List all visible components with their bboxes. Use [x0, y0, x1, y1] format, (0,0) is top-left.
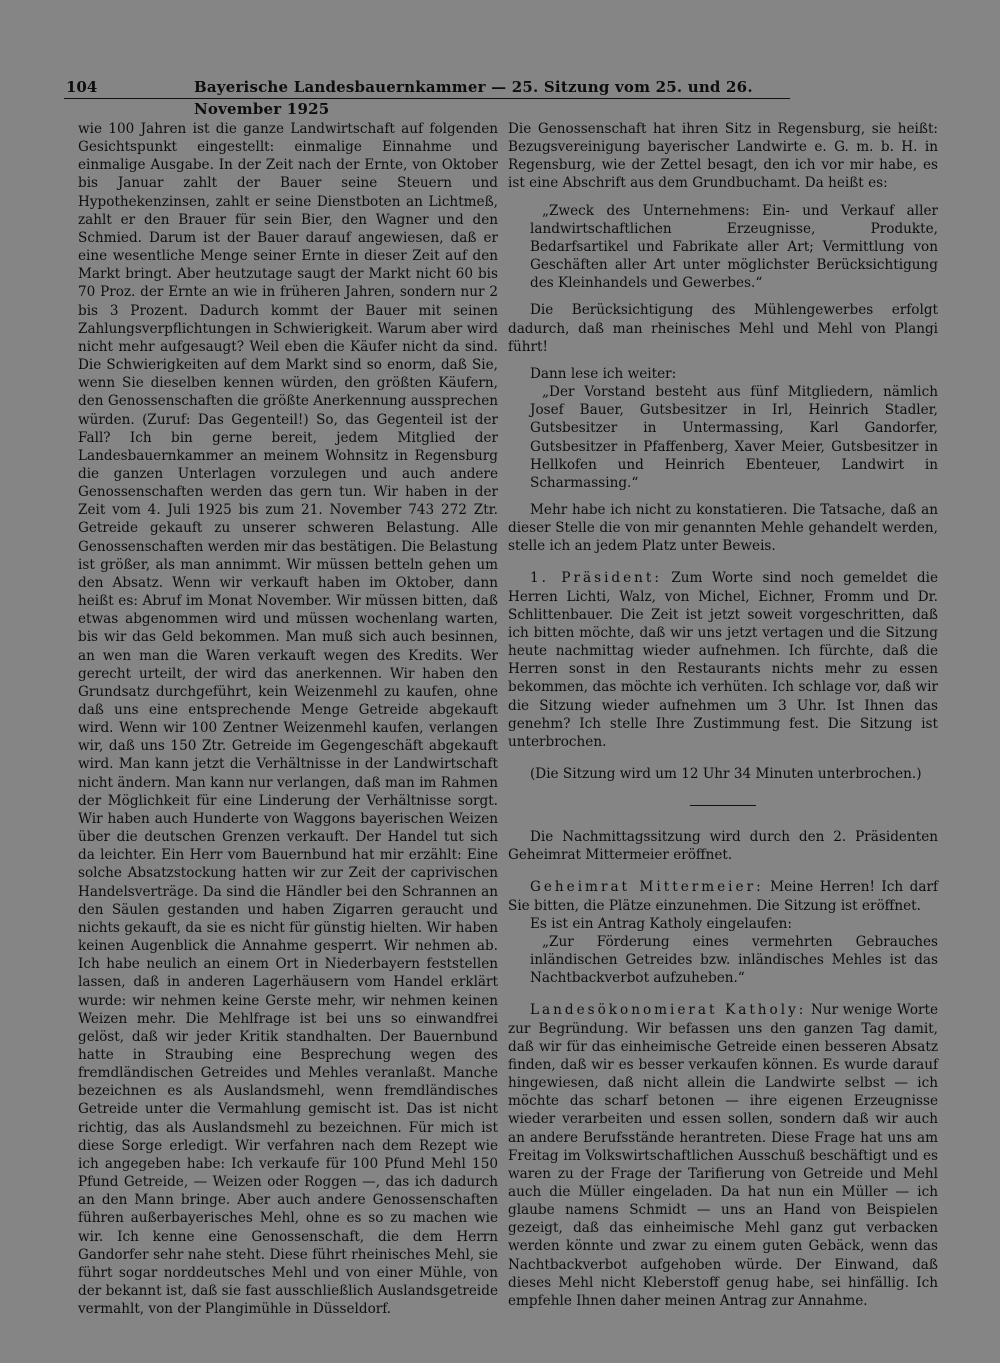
- paragraph-muehlengewerbe: Die Berücksichtigung des Mühlengewerbes erfolgt dadurch, daß man rheinisches Mehl und Mehl von Plangi führt!: [508, 302, 938, 355]
- section-divider: [690, 805, 756, 806]
- paragraph-lese-weiter: Dann lese ich weiter:: [530, 365, 677, 382]
- left-column: [78, 120, 498, 1318]
- speaker-mittermeier: Geheimrat Mittermeier:: [530, 879, 764, 896]
- speech-katholy-text: Nur wenige Worte zur Begründung. Wir befassen uns den ganzen Tag damit, daß wir für das einheimische Getreide einen besseren Absatz finden, daß wir es besser verkaufen können. Es wurde darauf hingewiesen, daß nicht allein die Landwirte selbst — ich möchte das scharf betonen — ihre eigenen Erzeugnisse wieder verarbeiten und essen sollen, sondern daß wir auch an andere Berufsstände herantreten. Diese Frage hat uns am Freitag im Volkswirtschaftlichen Ausschuß beschäftigt und es waren zu der Frage der Tarifierung von Getreide und Mehl auch die Müller eingeladen. Da hat nun ein Müller — ich glaube namens Schmidt — uns an Hand von Beispielen gezeigt, daß das einheimische Mehl ganz gut verbacken werden könnte und zwar zu einem guten Gebäck, wenn das Nachtbackverbot aufgehoben würde. Der Einwand, daß dieses Mehl nicht Kleberstoff genug habe, sei hinfällig. Ich empfehle Ihnen daher meinen Antrag zur Annahme.: [508, 1002, 939, 1309]
- page-header: [64, 76, 790, 118]
- running-title: Bayerische Landesbauernkammer — 25. Sitzung vom 25. und 26. November 1925: [194, 78, 753, 118]
- paragraph-genossenschaft: Die Genossenschaft hat ihren Sitz in Regensburg, sie heißt: Bezugsvereinigung bayerischer Landwirte e. G. m. b. H. in Regensburg, wie der Zettel besagt, den ich vor mir habe, es ist eine Abschrift aus dem Grundbuchamt. Da heißt es:: [508, 121, 938, 192]
- speech-mittermeier: [508, 878, 938, 914]
- quote-vorstand: „Der Vorstand besteht aus fünf Mitgliedern, nämlich Josef Bauer, Gutsbesitzer in Irl, Heinrich Stadler, Gutsbesitzer in Untermassing, Karl Gandorfer, Gutsbesitzer in Pfaffenberg, Xaver Meier, Gutsbesitzer in Hellkofen und Heinrich Ebenteuer, Landwirt in Scharmassing.“: [530, 384, 938, 491]
- paragraph-konstatieren: Mehr habe ich nicht zu konstatieren. Die Tatsache, daß an dieser Stelle die von mir genannten Mehle gehandelt werden, stelle ich an jedem Platz unter Beweis.: [508, 501, 938, 555]
- speaker-katholy: Landesökonomierat Katholy:: [530, 1002, 807, 1019]
- speech-mittermeier-text: Meine Herren! Ich darf Sie bitten, die Plätze einzunehmen. Die Sitzung ist eröffnet.: [508, 879, 938, 914]
- paragraph-antrag-eingelaufen: Es ist ein Antrag Katholy eingelaufen:: [530, 915, 792, 932]
- note-sitzung-unterbrochen: (Die Sitzung wird um 12 Uhr 34 Minuten unterbrochen.): [530, 766, 922, 782]
- left-column-text: wie 100 Jahren ist die ganze Landwirtschaft auf folgenden Gesichtspunkt eingestellt: einmalige Einnahme und einmalige Ausgabe. In der Zeit nach der Ernte, von Oktober bis Januar zahlt der Bauer seine Steuern und Hypothekenzinsen, zahlt er seine Dienstboten an Lichtmeß, zahlt er den Brauer für sein Bier, den Wagner und den Schmied. Darum ist der Bauer darauf angewiesen, daß er eine wesentliche Menge seiner Ernte in dieser Zeit auf den Markt bringt. Aber heutzutage saugt der Markt nicht 60 bis 70 Proz. der Ernte an wie in früheren Jahren, sondern nur 2 bis 3 Prozent. Dadurch kommt der Bauer mit seinen Zahlungsverpflichtungen in Schwierigkeit. Warum aber wird nicht mehr aufgesaugt? Weil eben die Käufer nicht da sind. Die Schwierigkeiten auf dem Markt sind so enorm, daß Sie, wenn Sie dieselben kennen würden, den größten Käufern, den Genossenschaften die größte Anerkennung aussprechen würden. (Zuruf: Das Gegenteil!) So, das Gegenteil ist der Fall? Ich bin gerne bereit, jedem Mitglied der Landesbauernkammer an meinem Wohnsitz in Regensburg die ganzen Unterlagen vorzulegen und auch andere Genossenschaften werden das gern tun. Wir haben in der Zeit vom 4. Juli 1925 bis zum 21. November 743 272 Ztr. Getreide gekauft zu unserer schweren Belastung. Alle Genossenschaften werden mir das bestätigen. Die Belastung ist größer, als man annimmt. Wir müssen betteln gehen um den Absatz. Wenn wir verkauft haben im Oktober, dann heißt es: Abruf im Monat November. Wir müssen bitten, daß etwas abgenommen wird und müssen wochenlang warten, bis wir das Geld bekommen. Man muß sich auch besinnen, an wen man die Waren verkauft wegen des Kredits. Wer gerecht urteilt, der wird das anerkennen. Wir haben den Grundsatz durchgeführt, kein Weizenmehl zu kaufen, ohne daß uns eine entsprechende Menge Getreide abgekauft wird. Wenn wir 100 Zentner Weizenmehl kaufen, verlangen wir, daß uns 150 Ztr. Getreide im Gegengeschäft abgekauft wird. Man kann jetzt die Verhältnisse in der Landwirtschaft nicht ändern. Man kann nur verlangen, daß man im Rahmen der Möglichkeit für eine Linderung der Verhältnisse sorgt. Wir haben auch Hunderte von Waggons bayerischen Weizen über die deutschen Grenzen verkauft. Der Handel tut sich da leichter. Ein Herr vom Bauernbund hat mir erzählt: Eine solche Absatzstockung hatten wir zur Zeit der caprivischen Handelsverträge. Da sind die Händler bei den Schrannen an den Säulen gestanden und haben Zigarren geraucht und nichts gekauft, da sie es nicht für günstig hielten. Wir haben keinen Augenblick die Annahme gesperrt. Wir nehmen ab. Ich habe neulich an einem Ort in Niederbayern feststellen lassen, daß in anderen Lagerhäusern vom Handel erklärt wurde: wir nehmen keine Gerste mehr, wir nehmen keinen Weizen mehr. Die Mehlfrage ist bei uns so einwandfrei gelöst, daß wir jeder Kritik standhalten. Der Bauernbund hatte in Straubing eine Besprechung wegen des fremdländischen Getreides und Mehles veranlaßt. Manche bezeichnen es als Auslandsmehl, wenn fremdländisches Getreide unter die Vermahlung gemischt ist. Das ist nicht richtig, das als Auslandsmehl zu bezeichnen. Für mich ist diese Sorge erledigt. Wir verfahren nach dem Rezept wie ich angegeben habe: Ich verkaufe für 100 Pfund Mehl 150 Pfund Getreide, — Weizen oder Roggen —, das ich dadurch an den Mann bringe. Aber auch andere Genossenschaften führen außerbayerisches Mehl, ohne es so zu machen wie wir. Ich kenne eine Genossenschaft, die dem Herrn Gandorfer sehr nahe steht. Diese führt rheinisches Mehl, sie führt sogar norddeutsches Mehl und von einer Mühle, von der bekannt ist, daß sie fast ausschließlich Auslandsgetreide vermahlt, von der Plangimühle in Düsseldorf.: [78, 121, 498, 1318]
- quote-unternehmenszweck: „Zweck des Unternehmens: Ein- und Verkauf aller landwirtschaftlichen Erzeugnisse, Produkte, Bedarfsartikel und Fabrikate aller Art; Vermittlung von Geschäften aller Art unter möglichster Berücksichtigung des Kleinhandels und Gewerbes.“: [530, 202, 938, 292]
- speech-praesident-text: Zum Worte sind noch gemeldet die Herren Lichti, Walz, von Michel, Eichner, Fromm und Dr. Schlittenbauer. Die Zeit ist jetzt soweit vorgeschritten, daß ich bitten möchte, daß wir uns jetzt vertagen und die Sitzung heute nachmittag wieder aufnehmen. Ich fürchte, daß die Herren sonst in den Restaurants nichts mehr zu essen bekommen, das möchte ich verhüten. Ich schlage vor, daß wir die Sitzung wieder aufnehmen um 3 Uhr. Ist Ihnen das genehm? Ich stelle Ihre Zustimmung fest. Die Sitzung ist unterbrochen.: [508, 570, 938, 750]
- speech-katholy: [508, 1001, 938, 1310]
- paragraph-nachmittagssitzung: Die Nachmittagssitzung wird durch den 2. Präsidenten Geheimrat Mittermeier eröffnet.: [508, 829, 938, 864]
- right-column: [508, 120, 938, 1310]
- quote-antrag-katholy: „Zur Förderung eines vermehrten Gebrauches inländischen Getreides bzw. inländisches Mehles ist das Nachtbackverbot aufzuheben.“: [530, 933, 938, 987]
- speaker-praesident: 1. Präsident:: [530, 570, 662, 587]
- speech-praesident: [508, 569, 938, 751]
- page-number: 104: [66, 78, 98, 96]
